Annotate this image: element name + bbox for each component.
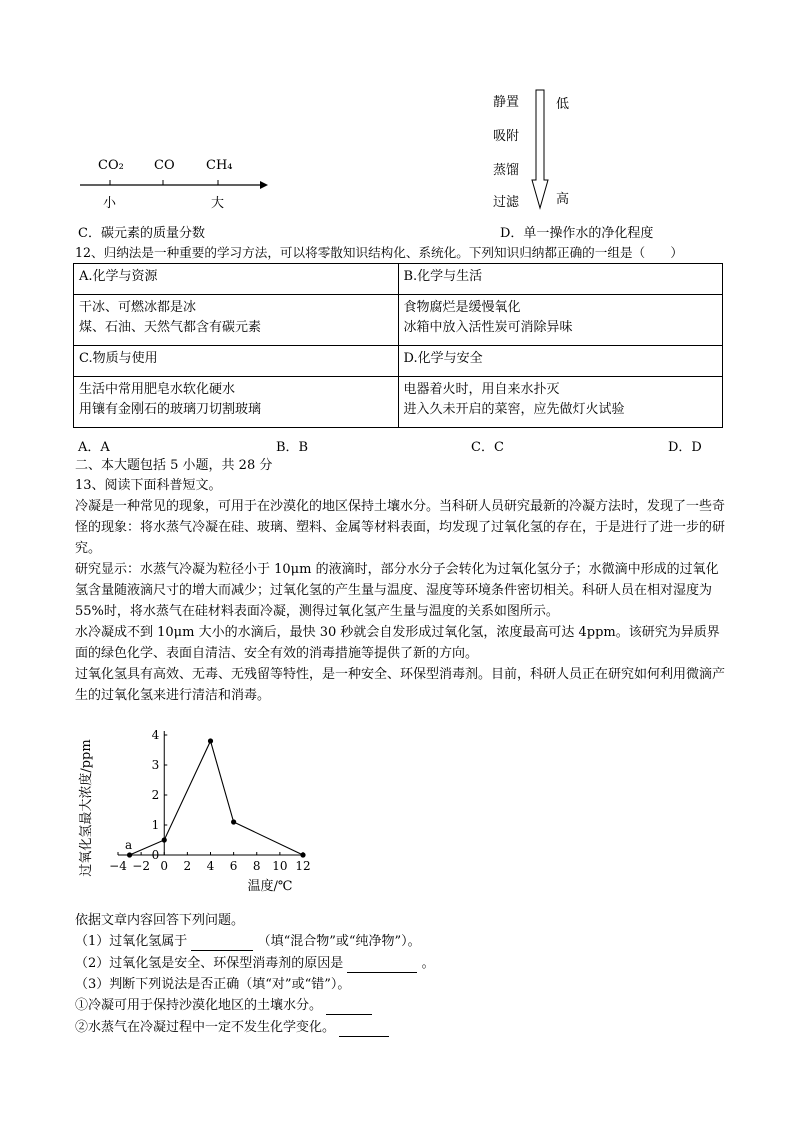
chart-data-point [127, 852, 132, 857]
option-c: C．C [471, 440, 504, 455]
cell-c-line1: 生活中常用肥皂水软化硬水 [79, 382, 236, 397]
down-arrow-icon [530, 88, 550, 213]
low-label: 小 [103, 196, 117, 211]
chart-point-label: a [124, 838, 133, 852]
chart-data-point [231, 819, 236, 824]
cell-d-line1: 电器着火时，用自来水扑灭 [403, 382, 560, 397]
chart-x-tick-label: −2 [132, 859, 150, 873]
questions-lead: 依据文章内容回答下列问题。 [75, 913, 245, 928]
step-standing-label: 静置 [493, 95, 520, 110]
chart-x-tick-label: −4 [109, 859, 127, 873]
chart-data-point [300, 852, 305, 857]
cell-c-head: C.物质与使用 [74, 346, 399, 377]
question-1-prefix: （1）过氧化氢属于 [75, 934, 188, 949]
chart-y-tick-label: 2 [151, 788, 160, 802]
step-filtration-label: 过滤 [493, 195, 520, 210]
cell-d-body [398, 377, 723, 428]
chart-x-tick-label: 8 [252, 859, 261, 873]
q12-stem: 12、归纳法是一种重要的学习方法，可以将零散知识结构化、系统化。下列知识归纳都正确的一组是（ ） [75, 245, 683, 260]
question-3: （3）判断下列说法是否正确（填“对”或“错”）。 [75, 977, 351, 992]
high-label: 大 [211, 196, 225, 211]
cell-d-head: D.化学与安全 [398, 346, 723, 377]
option-d: D．D [668, 440, 702, 455]
cell-b-line2: 冰箱中放入活性炭可消除异味 [403, 320, 573, 335]
chart-y-tick-label: 0 [151, 848, 160, 862]
answer-blank-2[interactable] [347, 958, 417, 973]
option-c-caption: C．碳元素的质量分数 [78, 226, 205, 241]
chart-x-tick-label: 12 [295, 859, 311, 873]
chart-y-tick-label: 4 [151, 728, 160, 742]
chart-x-axis-label: 温度/℃ [247, 879, 293, 894]
section-2-heading: 二、本大题包括 5 小题，共 28 分 [75, 458, 273, 473]
option-b: B．B [276, 440, 309, 455]
cell-a-line1: 干冰、可燃冰都是冰 [79, 300, 197, 315]
step-adsorption-label: 吸附 [493, 129, 520, 144]
h2o2-temperature-chart [70, 722, 330, 897]
passage-paragraph-4: 过氧化氢具有高效、无毒、无残留等特性，是一种安全、环保型消毒剂。目前，科研人员正在研究如何利用微滴产生的过氧化氢来进行清洁和消毒。 [75, 667, 726, 703]
question-2-suffix: 。 [421, 956, 435, 971]
question-2 [75, 955, 435, 973]
option-d-caption: D．单一操作水的净化程度 [500, 226, 654, 241]
step-distillation-label: 蒸馏 [493, 163, 520, 178]
molecule-co2-label: CO₂ [98, 158, 124, 173]
option-a: A．A [78, 440, 110, 455]
statement-1-text: ①冷凝可用于保持沙漠化地区的土壤水分。 [75, 998, 323, 1013]
cell-d-line2: 进入久未开启的菜窖，应先做灯火试验 [403, 402, 625, 417]
chart-data-point [208, 738, 213, 743]
passage-paragraph-1: 冷凝是一种常见的现象，可用于在沙漠化的地区保持土壤水分。当科研人员研究最新的冷凝方法时，发现了一些奇怪的现象：将水蒸气冷凝在硅、玻璃、塑料、金属等材料表面，均发现了过氧化氢的存在，于是进行了进一步的研究。 [75, 499, 726, 556]
question-1 [75, 933, 421, 951]
statement-2-text: ②水蒸气在冷凝过程中一定不发生化学变化。 [75, 1020, 336, 1035]
chart-data-point [162, 837, 167, 842]
chart-y-tick-label: 1 [151, 818, 160, 832]
chart-plot-area [109, 728, 310, 873]
chart-x-tick-label: 6 [229, 859, 238, 873]
purity-high-label: 高 [556, 192, 570, 207]
statement-1 [75, 997, 372, 1015]
chart-y-axis-label: 过氧化氢最大浓度/ppm [79, 739, 94, 877]
statement-2 [75, 1019, 389, 1037]
cell-c-line2: 用镶有金刚石的玻璃刀切割玻璃 [79, 402, 262, 417]
cell-a-head: A.化学与资源 [74, 264, 399, 295]
chart-y-tick-label: 3 [151, 758, 160, 772]
passage-paragraph-2: 研究显示：水蒸气冷凝为粒径小于 10μm 的液滴时，部分水分子会转化为过氧化氢分子；水微滴中形成的过氧化氢含量随液滴尺寸的增大而减少；过氧化氢的产生量与温度、湿度等环境条件密切相关。科研人员在相对湿度为 55%时，将水蒸气在硅材料表面冷凝，测得过氧化氢产生量与温度的关系如图所示。 [75, 562, 719, 619]
chart-x-tick-label: 10 [272, 859, 288, 873]
cell-a-body [74, 295, 399, 346]
question-2-prefix: （2）过氧化氢是安全、环保型消毒剂的原因是 [75, 956, 344, 971]
question-1-suffix: （填“混合物”或“纯净物”）。 [257, 934, 421, 949]
answer-blank-3[interactable] [326, 1000, 372, 1015]
molecule-ch4-label: CH₄ [206, 158, 233, 173]
cell-b-head: B.化学与生活 [398, 264, 723, 295]
cell-b-body [398, 295, 723, 346]
chart-x-tick-label: 4 [206, 859, 215, 873]
passage-paragraph-3: 水冷凝成不到 10μm 大小的水滴后，最快 30 秒就会自发形成过氧化氢，浓度最高可达 4ppm。该研究为异质界面的绿色化学、表面自清洁、安全有效的消毒措施等提供了新的方向。 [75, 625, 720, 661]
q13-intro: 13、阅读下面科普短文。 [75, 478, 222, 493]
answer-blank-4[interactable] [339, 1022, 389, 1037]
chart-x-tick-label: 2 [183, 859, 192, 873]
cell-a-line2: 煤、石油、天然气都含有碳元素 [79, 320, 262, 335]
molecule-co-label: CO [154, 158, 175, 173]
cell-b-line1: 食物腐烂是缓慢氧化 [403, 300, 521, 315]
answer-blank-1[interactable] [191, 936, 253, 951]
cell-c-body [74, 377, 399, 428]
purity-low-label: 低 [556, 97, 570, 112]
chart-x-tick-label: 0 [160, 859, 169, 873]
q12-table [73, 263, 723, 428]
